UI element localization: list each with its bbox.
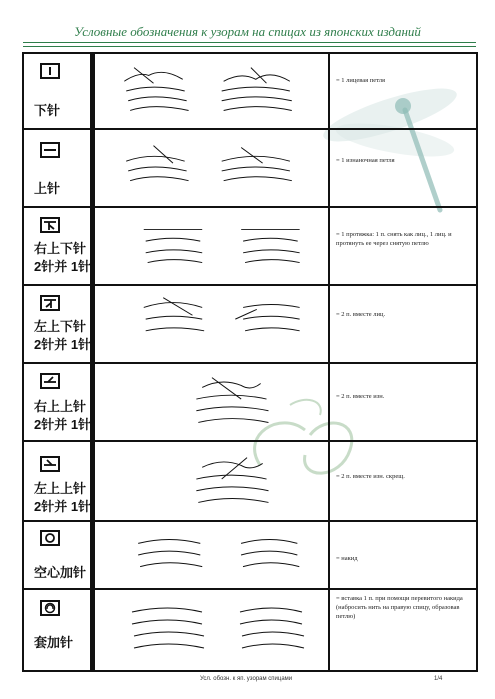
twisted-yarn-over-symbol-icon [40, 600, 60, 616]
symbol-description: = 1 протяжка: 1 п. снять как лиц., 1 лиц. и протянуть ее через снятую петлю [336, 231, 452, 247]
stitch-illustration [92, 590, 330, 670]
table-row [24, 130, 476, 208]
stitch-illustration [92, 54, 330, 128]
symbol-description: = вставка 1 п. при помощи перевитого накида (набросить нить на правую спицу, образовав петлю) [336, 595, 463, 620]
symbol-name: 套加针 [34, 635, 74, 650]
table-row [24, 442, 476, 522]
stitch-illustration [92, 364, 330, 440]
symbol-name: 下针 [34, 103, 61, 118]
knit-symbol-icon [40, 63, 60, 79]
symbol-name: 左上上针 [34, 481, 87, 496]
symbol-description: = 2 п. вместе изн. [336, 393, 385, 400]
page-number: 1/4 [434, 676, 443, 682]
symbol-name: 空心加针 [34, 565, 87, 580]
right-decrease-symbol-icon [40, 217, 60, 233]
symbol-description: = 1 изнаночная петля [336, 157, 395, 164]
table-row [24, 54, 476, 130]
symbol-name: 2针并 1针 [34, 499, 92, 514]
table-row [24, 208, 476, 286]
left-purl-decrease-symbol-icon [40, 456, 60, 472]
stitch-illustration [92, 442, 330, 520]
page-title: Условные обозначения к узорам на спицах из японских изданий [74, 24, 421, 39]
table-row [24, 590, 476, 670]
table-row [24, 286, 476, 364]
stitch-illustration [92, 522, 330, 588]
right-purl-decrease-symbol-icon [40, 373, 60, 389]
title-rule-bottom [23, 46, 476, 47]
stitch-illustration [92, 286, 330, 362]
table-row [24, 364, 476, 442]
left-decrease-symbol-icon [40, 295, 60, 311]
symbol-description: = 2 п. вместе лиц. [336, 311, 386, 318]
symbol-description: = 1 лицевая петля [336, 77, 386, 84]
symbol-name: 2针并 1针 [34, 337, 92, 352]
symbol-name: 2针并 1针 [34, 417, 92, 432]
stitch-illustration [92, 208, 330, 284]
stitch-illustration [92, 130, 330, 206]
symbols-table [22, 52, 478, 672]
symbol-name: 左上下针 [34, 319, 87, 334]
footer-text: Усл. обозн. к яп. узорам спицами [200, 676, 293, 682]
symbol-description: = накид [336, 555, 358, 562]
symbol-name: 右上下针 [34, 241, 87, 256]
yarn-over-symbol-icon [40, 530, 60, 546]
title-rule-top [23, 42, 476, 43]
symbol-name: 右上上针 [34, 399, 87, 414]
symbol-name: 上针 [34, 181, 61, 196]
symbol-name: 2针并 1针 [34, 259, 92, 274]
table-row [24, 522, 476, 590]
purl-symbol-icon [40, 142, 60, 158]
symbol-description: = 2 п. вместе изн. скрещ. [336, 473, 405, 480]
